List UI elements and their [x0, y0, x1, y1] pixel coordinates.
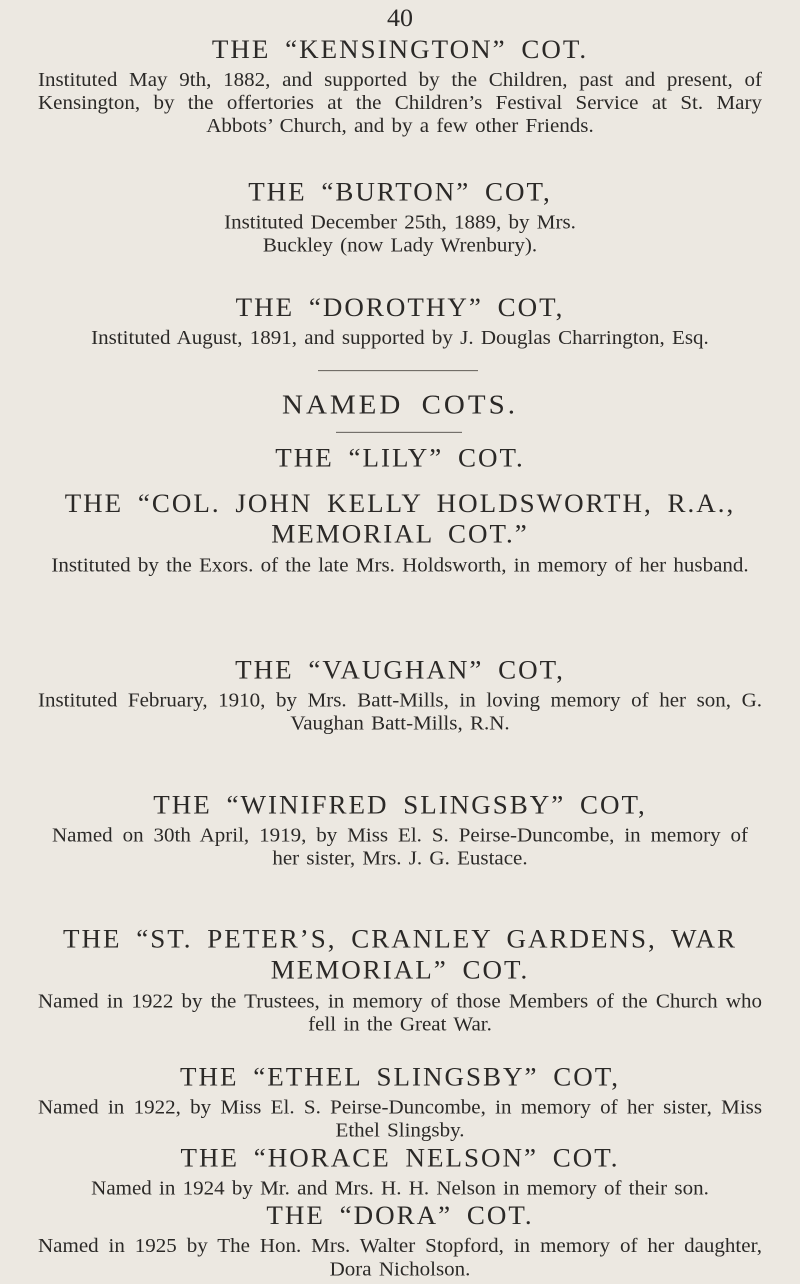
section-heading: NAMED COTS.	[282, 389, 518, 421]
cot-description: Instituted December 25th, 1889, by Mrs. Buckley (now Lady Wrenbury).	[224, 210, 576, 257]
cot-entry-dorothy	[38, 293, 762, 349]
cot-title: THE “LILY” COT.	[275, 443, 525, 473]
cot-title: THE “HORACE NELSON” COT.	[180, 1143, 620, 1173]
cot-entry-ethel-slingsby	[38, 1062, 762, 1141]
cot-title: THE “VAUGHAN” COT,	[235, 655, 565, 685]
page-number: 40	[387, 3, 413, 32]
cot-entry-winifred-slingsby	[38, 790, 762, 869]
cot-description: Instituted May 9th, 1882, and supported by the Children, past and present, of Kensington, by the offertories at the Children’s Festival Service at St. Mary Abbots’ Church, and by a few other Friends.	[38, 67, 762, 137]
cot-title: THE “WINIFRED SLINGSBY” COT,	[153, 790, 647, 820]
divider-rule	[318, 370, 478, 371]
cot-entry-dora	[38, 1201, 762, 1280]
cot-description: Instituted February, 1910, by Mrs. Batt-Mills, in loving memory of her son, G. Vaughan Batt-Mills, R.N.	[38, 688, 762, 735]
cot-description: Instituted August, 1891, and supported by J. Douglas Charrington, Esq.	[91, 325, 709, 349]
cot-title: THE “DOROTHY” COT,	[235, 293, 565, 322]
cot-description: Instituted by the Exors. of the late Mrs. Holdsworth, in memory of her husband.	[51, 553, 749, 577]
cot-title: THE “KENSINGTON” COT.	[211, 34, 589, 64]
cot-title: THE “COL. JOHN KELLY HOLDSWORTH, R.A., MEMORIAL COT.”	[64, 488, 736, 549]
cot-entry-holdsworth	[38, 488, 762, 577]
cot-title: THE “ST. PETER’S, CRANLEY GARDENS, WAR MEMORIAL” COT.	[62, 924, 737, 985]
cot-description: Named in 1925 by The Hon. Mrs. Walter Stopford, in memory of her daughter, Dora Nicholson.	[38, 1233, 762, 1281]
cot-description: Named in 1922, by Miss El. S. Peirse-Duncombe, in memory of her sister, Miss Ethel Slingsby.	[38, 1095, 762, 1142]
cot-description: Named in 1924 by Mr. and Mrs. H. H. Nelson in memory of their son.	[91, 1176, 709, 1200]
cot-description: Named on 30th April, 1919, by Miss El. S. Peirse-Duncombe, in memory of her sister, Mrs. J. G. Eustace.	[52, 823, 748, 870]
cot-title: THE “DORA” COT.	[266, 1201, 534, 1231]
cot-entry-vaughan	[38, 655, 762, 734]
cot-entry-lily	[38, 443, 762, 472]
cot-entry-st-peters	[38, 923, 762, 1035]
cot-entry-kensington	[38, 35, 762, 137]
cot-entry-horace-nelson	[38, 1143, 762, 1199]
divider-rule	[336, 432, 462, 433]
cot-entry-burton	[38, 177, 762, 256]
cot-title: THE “BURTON” COT,	[248, 177, 552, 207]
cot-description: Named in 1922 by the Trustees, in memory of those Members of the Church who fell in the Great War.	[38, 989, 762, 1036]
cot-title: THE “ETHEL SLINGSBY” COT,	[180, 1062, 620, 1092]
